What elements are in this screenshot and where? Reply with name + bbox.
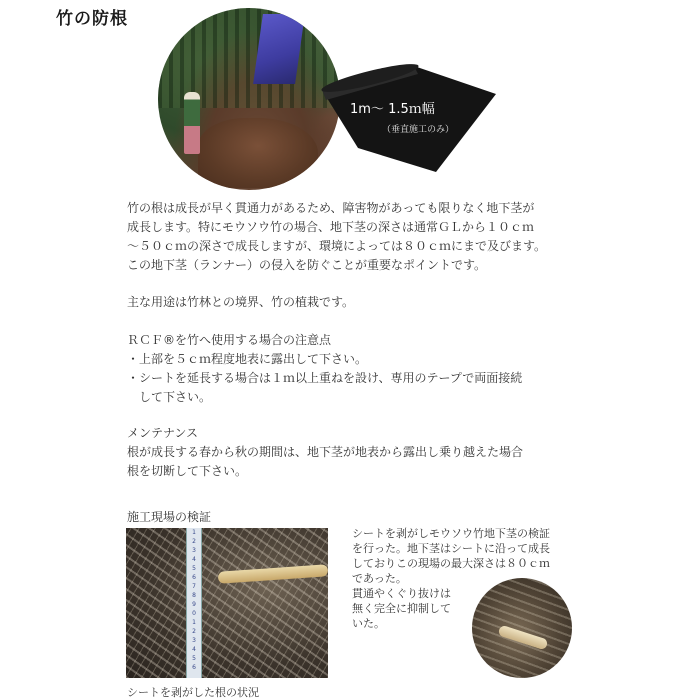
usage-text: 主な用途は竹林との境界、竹の植栽です。 [127, 295, 355, 309]
verification-text-line: シートを剥がしモウソウ竹地下茎の検証 [352, 527, 550, 540]
verification-text-line: 無く完全に抑制して [352, 602, 451, 615]
caution-title: ＲＣＦ®を竹へ使用する場合の注意点 [127, 333, 332, 347]
sheet-width-label: 1m～ 1.5ｍ幅 [350, 102, 435, 117]
intro-line: ～５０ｃｍの深さで成長しますが、環境によっては８０ｃｍにまで及びます。 [127, 239, 547, 253]
sheet-note: （垂直施工のみ） [382, 125, 455, 135]
roots-photo-caption: シートを剥がした根の状況 [127, 686, 259, 699]
construction-site-photo [158, 8, 340, 190]
verification-text-line: を行った。地下茎はシートに沿って成長 [352, 542, 550, 555]
intro-line: 竹の根は成長が早く貫通力があるため、障害物があっても限りなく地下茎が [127, 201, 535, 215]
caution-item: ・上部を５ｃｍ程度地表に露出して下さい。 [127, 352, 368, 366]
measuring-ruler: 1 2 3 4 5 6 7 8 9 0 1 2 3 4 5 6 [186, 528, 202, 678]
maintenance-line: 根を切断して下さい。 [127, 464, 248, 478]
intro-line: 成長します。特にモウソウ竹の場合、地下茎の深さは通常ＧＬから１０ｃｍ [127, 220, 535, 234]
caution-item: ・シートを延長する場合は１ｍ以上重ねを設け、専用のテープで両面接続 [127, 371, 523, 385]
verification-text-line: しておりこの現場の最大深さは８０ｃｍ [352, 557, 550, 570]
rhizome-closeup-photo [472, 578, 572, 678]
maintenance-title: メンテナンス [127, 426, 199, 440]
intro-line: この地下茎（ランナー）の侵入を防ぐことが重要なポイントです。 [127, 258, 487, 272]
bamboo-rhizome [498, 625, 549, 651]
page-title: 竹の防根 [56, 9, 128, 29]
verification-text-line: 貫通やくぐり抜けは [352, 587, 451, 600]
verification-text-line: いた。 [352, 617, 385, 630]
verification-text-line: であった。 [352, 572, 407, 585]
excavated-roots-photo [126, 528, 328, 678]
verification-section-title: 施工現場の検証 [127, 510, 212, 524]
caution-item: して下さい。 [127, 390, 212, 404]
worker-figure [184, 92, 200, 154]
bamboo-rhizome [218, 564, 328, 584]
trench [198, 118, 318, 188]
maintenance-line: 根が成長する春から秋の期間は、地下茎が地表から露出し乗り越えた場合 [127, 445, 524, 459]
